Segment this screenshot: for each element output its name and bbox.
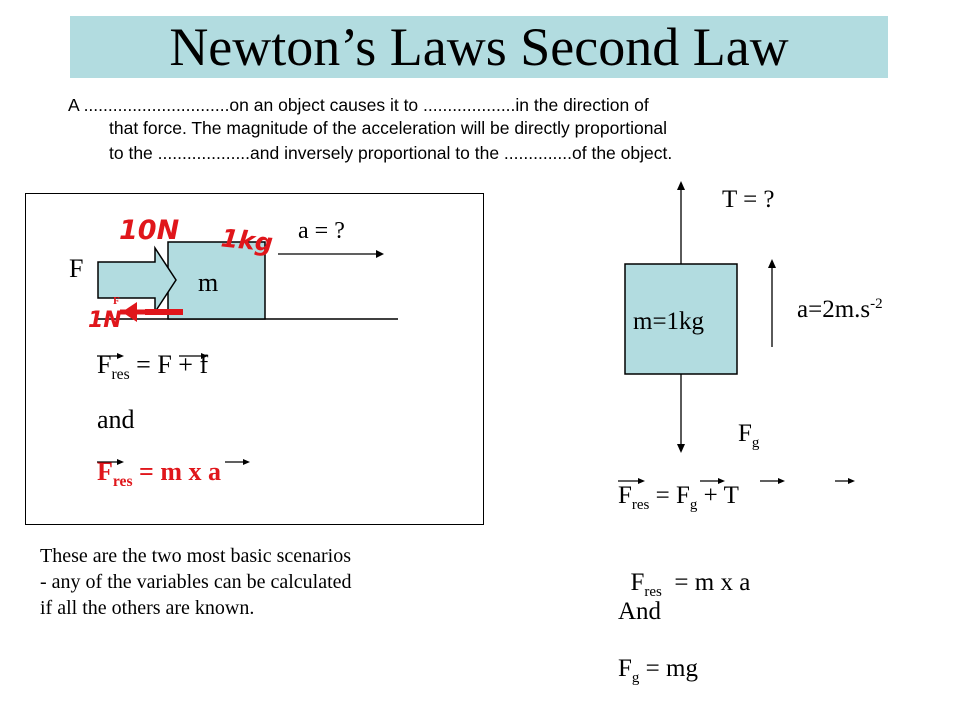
right-equation-newton-2: $F_{res} = m$ x a	[630, 569, 751, 600]
acceleration-value-label: $a=2m.s^{-2}$	[797, 296, 883, 323]
mass-label: m	[198, 268, 219, 297]
acceleration-label: a = ?	[298, 218, 345, 244]
caption-line-1: These are the two most basic scenarios	[40, 545, 352, 567]
accel-arrow-head	[376, 250, 384, 258]
friction-arrow-shaft	[145, 309, 183, 315]
vec-head-r-t	[778, 478, 785, 484]
gravity-force-label: $F_g$	[738, 420, 760, 451]
accel-up-arrow-head	[768, 259, 776, 268]
handwritten-1n: 1N	[88, 308, 122, 333]
tension-label: T = ?	[722, 186, 775, 213]
intro-line-1: A ..............................on an object causes it to ...................in the direction of	[68, 95, 649, 115]
caption-line-3: if all the others are known.	[40, 597, 255, 619]
hanging-mass-label: m=1kg	[633, 308, 705, 335]
intro-line-3: to the ...................and inversely proportional to the ..............of the object.	[109, 143, 673, 163]
friction-label: F	[113, 295, 120, 307]
tension-arrow-head	[677, 181, 685, 190]
vec-head-a	[243, 459, 250, 465]
right-equation-net-force: $F_{res} = F_g + T$	[618, 482, 739, 513]
left-equation-newton-2: $F_{res} = m$ x a	[97, 457, 222, 491]
vec-head-r-extra	[848, 478, 855, 484]
applied-force-label: F	[69, 254, 84, 283]
right-and-text: And	[618, 598, 662, 625]
intro-line-2: that force. The magnitude of the acceleration will be directly proportional	[109, 118, 668, 138]
handwritten-10n: 10N	[119, 215, 180, 246]
left-and-text: and	[97, 405, 135, 434]
handwritten-1kg: 1kg	[219, 223, 275, 258]
right-equation-weight: $F_g$ = mg	[618, 655, 698, 686]
left-equation-net-force: $F_{res} = F + f$	[97, 350, 209, 384]
gravity-arrow-head	[677, 444, 685, 453]
slide-title: Newton’s Laws Second Law	[169, 17, 789, 77]
caption-line-2: - any of the variables can be calculated	[40, 571, 352, 593]
